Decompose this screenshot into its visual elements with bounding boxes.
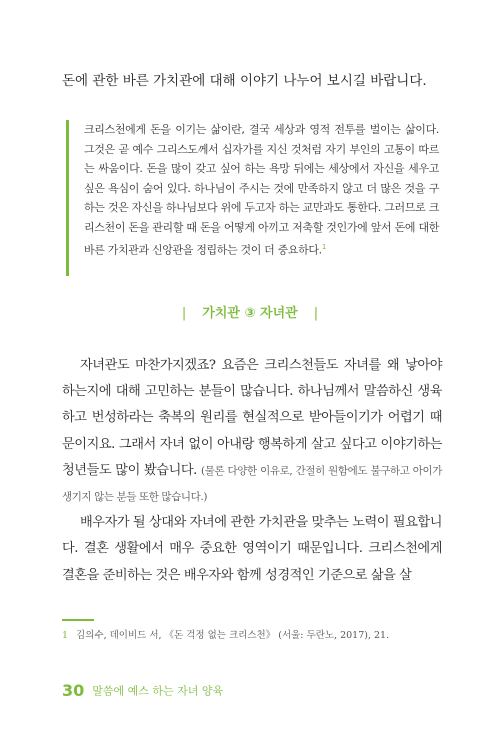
footnote-reference[interactable]: 1 bbox=[321, 242, 326, 251]
paragraph-1-text: 자녀관도 마찬가지겠죠? 요즘은 크리스천들도 자녀를 왜 낳아야 하는지에 대해 고민하는 분들이 많습니다. 하나님께서 말씀하신 생육하고 번성하라는 축복의 원리를 현실적으로 받아들이기가 어렵기 때문이지요. 그래서 자녀 없이 아내랑 행복하게 살고 싶다고 이야기하는 청년들도 많이 봤습니다. bbox=[62, 358, 442, 478]
section-heading bbox=[0, 302, 500, 321]
page-footer bbox=[62, 680, 223, 700]
heading-bar-left: | bbox=[181, 306, 187, 321]
block-quote bbox=[66, 120, 439, 276]
section-title: 가치관 ③ 자녀관 bbox=[202, 306, 298, 321]
paragraph-1-aside: (물론 다양한 이유로, 간절히 원함에도 불구하고 아이가 생기지 않는 분들 또한 많습니다.) bbox=[62, 464, 442, 504]
quote-text-wrapper bbox=[84, 120, 439, 260]
body-paragraph-2: 배우자가 될 상대와 자녀에 관한 가치관을 맞추는 노력이 필요합니다. 결혼 생활에서 매우 중요한 영역이기 때문입니다. 크리스천에게 결혼을 준비하는 것은 배우자와 함께 성경적인 기준으로 삶을 살 bbox=[62, 515, 442, 583]
footnote bbox=[62, 627, 442, 641]
footnote-divider bbox=[62, 619, 94, 621]
heading-bar-right: | bbox=[313, 306, 319, 321]
page-number: 30 bbox=[62, 681, 85, 700]
intro-sentence: 돈에 관한 바른 가치관에 대해 이야기 나누어 보시길 바랍니다. bbox=[62, 73, 427, 89]
footnote-text: 김의수, 데이비드 서, 《돈 걱정 없는 크리스천》 (서울: 두란노, 2017), 21. bbox=[76, 630, 390, 641]
footnote-number: 1 bbox=[62, 630, 69, 641]
body-text bbox=[62, 353, 442, 589]
body-paragraph-1 bbox=[62, 353, 442, 510]
running-title: 말씀에 예스 하는 자녀 양육 bbox=[92, 684, 224, 698]
quote-text: 크리스천에게 돈을 이기는 삶이란, 결국 세상과 영적 전투를 벌이는 삶이다. 그것은 곧 예수 그리스도께서 십자가를 지신 것처럼 자기 부인의 고통이 따르는 싸움이다. 돈을 많이 갖고 싶어 하는 욕망 뒤에는 세상에서 자신을 세우고 싶은 욕심이 숨어 있다. 하나님이 주시는 것에 만족하지 않고 더 많은 것을 구하는 것은 자신을 하나님보다 위에 두고자 하는 교만과도 통한다. 그러므로 크리스천이 돈을 관리할 때 돈을 어떻게 아끼고 저축할 것인가에 앞서 돈에 대한 바른 가치관과 신앙관을 정립하는 것이 더 중요하다. bbox=[84, 123, 439, 257]
